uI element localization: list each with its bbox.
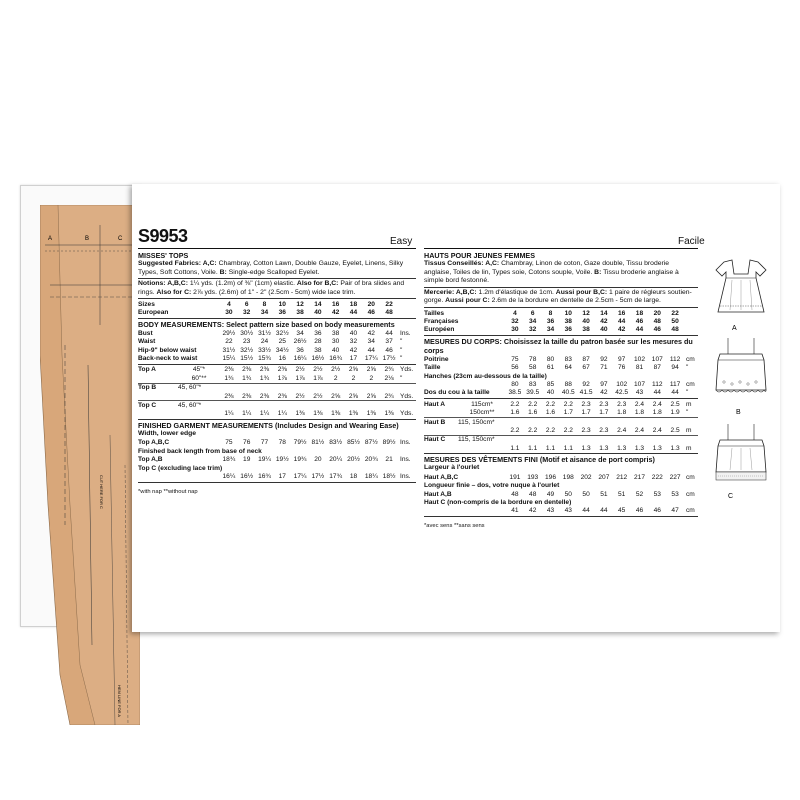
table-row: Haut A,B 48 48 49 50 50 51 51 52 53 53 cm <box>424 490 695 498</box>
pattern-number: S9953 <box>138 226 188 246</box>
finished-measurements-en: FINISHED GARMENT MEASUREMENTS (Includes Design and Wearing Ease) <box>138 421 399 431</box>
sizes-table-fr: Tailles 4 6 8 10 12 14 16 18 20 22 Françaises 32 34 36 38 40 42 44 46 48 50 Européen 30 32 34 36 38 40 42 44 46 48 <box>424 309 679 334</box>
yardage-table-fr <box>424 400 698 452</box>
table-row: Hip-9" below waist 31½ 32½ 33½ 34½ 36 38 40 42 44 46 " <box>138 346 403 354</box>
table-row: Top B 45, 60"* <box>138 383 416 392</box>
view-label-c: C <box>728 493 734 500</box>
title-en: MISSES' TOPS <box>138 251 189 260</box>
table-row: 1¼ 1¼ 1¼ 1¼ 1⅜ 1⅜ 1⅜ 1⅜ 1⅜ 1⅜ Yds. <box>224 410 414 418</box>
fabrics-en: Suggested Fabrics: A,C: Chambray, Cotton Lawn, Double Gauze, Eyelet, Linens, Silky Types, Soft Cottons, Voile. B: Single-edge Scalloped Eyelet. <box>138 260 404 276</box>
table-row: Top A 45"* 2⅜ 2⅜ 2⅜ 2⅜ 2½ 2½ 2½ 2⅝ 2⅝ 2¾ Yds. <box>138 366 414 374</box>
top-c-drawing <box>706 420 776 504</box>
body-table-fr: Poitrine 75 78 80 83 87 92 97 102 107 112 cm Taille 56 58 61 64 67 71 76 81 87 94 " Hanches (23cm au-dessous de la taille) 80 83 85 88 92 97 102 107 112 117 cm Dos du cou à la taille 38.5 39.5 40 40.5 41.5 42 42.5 43 44 44 " <box>424 355 698 397</box>
table-row: 41 42 43 43 44 44 45 46 46 47 cm <box>511 507 695 515</box>
table-row: 60"** 1¾ 1¾ 1¾ 1⅞ 1⅞ 1⅞ 2 2 2 2⅛ " <box>191 374 403 382</box>
table-row: Back-neck to waist 15¼ 15½ 15¾ 16 16¼ 16½ 16¾ 17 17¼ 17½ " <box>138 355 403 363</box>
notions-fr: Mercerie: A,B,C: 1.2m d'élastique de 1cm. Aussi pour B,C: 1 paire de régleurs soutien-gorge. Aussi pour C: 2.6m de la bordure en dentelle de 2.5cm - 5cm de large. <box>424 288 692 305</box>
finished-table-en: Top A,B,C 75 76 77 78 79½ 81½ 83½ 85½ 87½ 89½ Ins. Finished back length from base of neck Top A,B 18¾ 19 19¼ 19½ 19¾ 20 20¼ 20½ 20¾ 21 Ins. Top C (excluding lace trim) 16¼ 16½ 16¾ 17 17¼ 17½ 17¾ 18 18¼ 18½ Ins. <box>138 439 416 481</box>
table-row: 16¼ 16½ 16¾ 17 17¼ 17½ 17¾ 18 18¼ 18½ Ins. <box>222 472 411 480</box>
body-measurements-fr: MESURES DU CORPS: Choisissez la taille du patron basée sur les mesures du corps <box>424 337 693 356</box>
difficulty-en: Easy <box>390 236 413 247</box>
pattern-info-card <box>132 184 780 632</box>
title-fr: HAUTS POUR JEUNES FEMMES <box>424 251 536 260</box>
table-row: Haut C 115, 150cm* <box>424 435 698 444</box>
table-row: Bust 29½ 30½ 31½ 32½ 34 36 38 40 42 44 Ins. <box>138 329 411 337</box>
french-column <box>424 247 698 529</box>
table-row: 2.2 2.2 2.2 2.2 2.3 2.3 2.4 2.4 2.4 2.5 m <box>510 426 692 434</box>
view-label-a: A <box>732 325 737 332</box>
table-row: Haut A 115cm* 2.2 2.2 2.2 2.2 2.3 2.3 2.3 2.4 2.4 2.5 m <box>424 400 692 408</box>
table-row: Top A,B 18¾ 19 19¼ 19½ 19¾ 20 20¼ 20½ 20¾ 21 Ins. <box>138 456 411 464</box>
footnote-fr: *avec sens **sans sens <box>424 522 485 529</box>
svg-text:A: A <box>48 236 53 242</box>
yardage-table-en <box>138 366 416 418</box>
table-row: Haut A,B,C 191 193 196 198 202 207 212 217 222 227 cm <box>424 473 695 481</box>
svg-text:B: B <box>85 236 90 242</box>
notions-en: Notions: A,B,C: 1¼ yds. (1.2m) of ⅜" (1cm) elastic. Also for B,C: Pair of bra slides and rings. Also for C: 2⅞ yds. (2.6m) of 1" - 2" (2.5cm - 5cm) wide lace trim. <box>138 280 405 296</box>
pattern-tissue <box>40 205 140 725</box>
sizes-table-en: Sizes 4 6 8 10 12 14 16 18 20 22 European 30 32 34 36 38 40 42 44 46 48 <box>138 301 393 317</box>
footnote-en: *with nap **without nap <box>138 488 198 495</box>
table-row: Top A,B,C 75 76 77 78 79½ 81½ 83½ 85½ 87½ 89½ Ins. <box>138 439 411 447</box>
table-row: 150cm** 1.6 1.6 1.6 1.7 1.7 1.7 1.8 1.8 1.8 1.9 " <box>469 409 689 417</box>
table-row: Poitrine 75 78 80 83 87 92 97 102 107 112 cm <box>424 355 695 363</box>
table-row: Top C 45, 60"* <box>138 401 416 410</box>
finished-table-fr: Haut A,B,C 191 193 196 198 202 207 212 217 222 227 cm Longueur finie – dos, votre nuque à l'ourlet Haut A,B 48 48 49 50 50 51 51 52 53 53 cm Haut C (non-compris de la bordure en dentelle) 41 42 43 43 44 44 45 46 46 47 cm <box>424 473 698 515</box>
table-row: 2⅜ 2⅜ 2⅜ 2⅜ 2½ 2½ 2⅝ 2⅝ 2⅝ 2¾ Yds. <box>224 392 414 400</box>
table-row: Waist 22 23 24 25 26½ 28 30 32 34 37 " <box>138 338 403 346</box>
view-label-b: B <box>736 409 741 416</box>
finished-measurements-fr: MESURES DES VÊTEMENTS FINI (Motif et aisance de port compris) <box>424 455 655 465</box>
table-row: 80 83 85 88 92 97 102 107 112 117 cm <box>511 381 695 388</box>
top-a-drawing <box>706 254 776 334</box>
table-row: Dos du cou à la taille 38.5 39.5 40 40.5 41.5 42 42.5 43 44 44 " <box>424 389 689 397</box>
body-table-en <box>138 329 416 363</box>
difficulty-fr: Facile <box>678 236 705 247</box>
svg-text:C: C <box>118 236 123 242</box>
top-b-drawing <box>706 334 776 420</box>
table-row: Haut B 115, 150cm* <box>424 417 698 426</box>
width-lower-edge-fr: Largeur à l'ourlet <box>424 464 480 472</box>
english-column <box>138 247 416 495</box>
width-lower-edge-en: Width, lower edge <box>138 430 197 438</box>
table-row: Taille 56 58 61 64 67 71 76 81 87 94 " <box>424 364 689 372</box>
table-row: 1.1 1.1 1.1 1.1 1.3 1.3 1.3 1.3 1.3 1.3 m <box>510 444 692 452</box>
tissue-label-hem: HEM LINE FOR A <box>117 685 122 718</box>
fabrics-fr: Tissus Conseillés: A,C: Chambray, Linon de coton, Gaze double, Tissu broderie anglaise, Toiles de lin, Types soie, Cotons souple, Voile. B: Tissu broderie anglaise à simple bord festonné. <box>424 260 679 285</box>
body-measurements-en: BODY MEASUREMENTS: Select pattern size based on body measurements <box>138 320 395 330</box>
view-drawings <box>706 254 776 504</box>
tissue-label-cut: CUT HERE FOR C <box>99 475 104 509</box>
